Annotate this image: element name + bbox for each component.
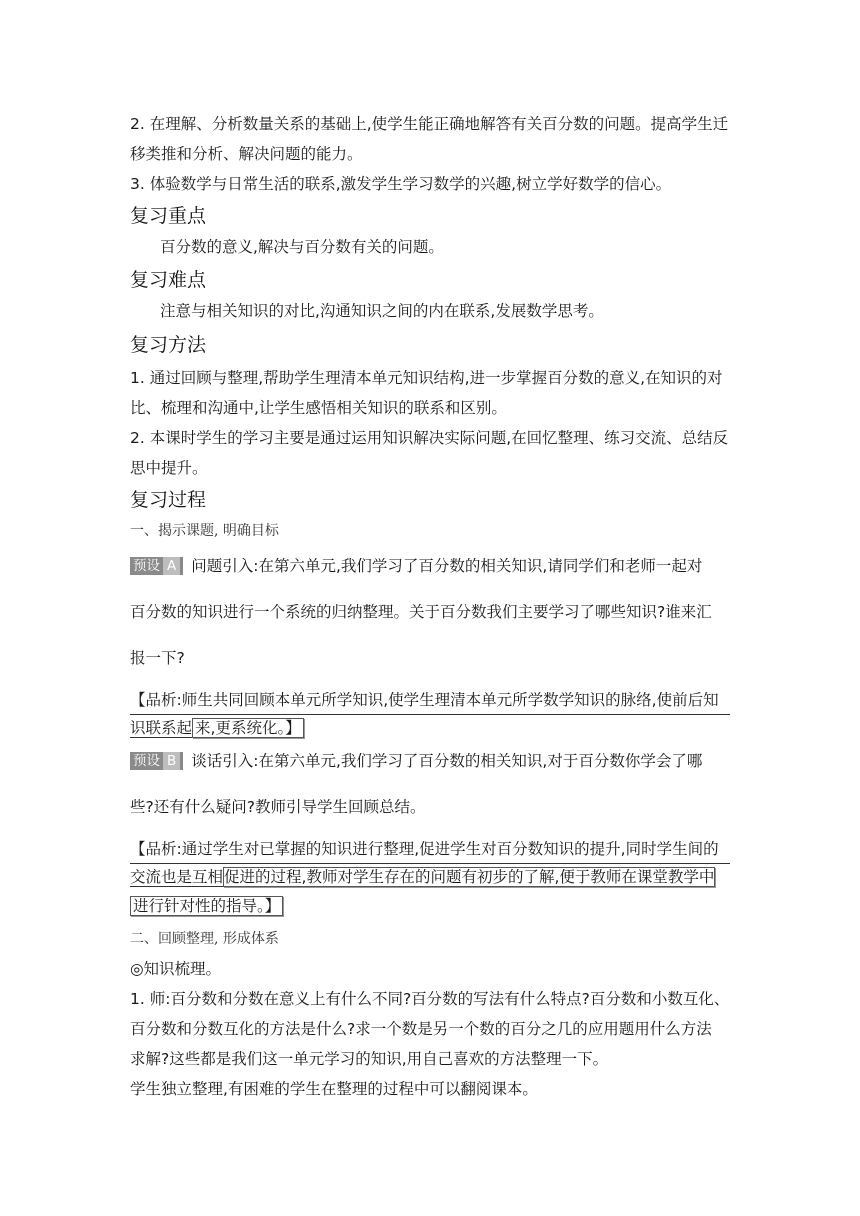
analysis-b-boxed-text: 促进的过程,教师对学生存在的问题有初步的了解,便于教师在课堂教学中	[224, 868, 715, 886]
analysis-b-line-1: 【品析:通过学生对已掌握的知识进行整理,促进学生对百分数知识的提升,同时学生间的	[130, 835, 730, 864]
preset-a-badge	[130, 557, 183, 575]
key-points-text: 百分数的意义,解决与百分数有关的问题。	[160, 238, 444, 256]
difficulties-heading: 复习难点	[130, 269, 207, 291]
process-heading: 复习过程	[130, 489, 207, 511]
review-item-1-line-4: 学生独立整理,有困难的学生在整理的过程中可以翻阅课本。	[130, 1080, 538, 1098]
analysis-b-line-3	[130, 892, 730, 920]
preset-b-line-1	[130, 747, 730, 776]
analysis-a-line-2	[130, 714, 730, 742]
preset-b-badge	[130, 752, 183, 770]
objective-3: 3. 体验数学与日常生活的联系,激发学生学习数学的兴趣,树立学好数学的信心。	[130, 175, 672, 193]
objective-2-line-1: 2. 在理解、分析数量关系的基础上,使学生能正确地解答有关百分数的问题。提高学生迁	[130, 115, 729, 133]
method-1-line-1: 1. 通过回顾与整理,帮助学生理清本单元知识结构,进一步掌握百分数的意义,在知识的对	[130, 369, 723, 387]
method-2-line-2: 思中提升。	[130, 459, 208, 477]
preset-b-text: 谈话引入:在第六单元,我们学习了百分数的相关知识,对于百分数你学会了哪	[191, 752, 703, 770]
methods-heading: 复习方法	[130, 334, 207, 356]
section-1-title: 一、揭示课题, 明确目标	[130, 523, 279, 539]
analysis-b-line-2-start: 交流也是互相	[130, 868, 224, 886]
preset-a-badge-letter: A	[163, 557, 180, 575]
analysis-a-boxed-text: 来,更系统化。】	[192, 718, 304, 738]
key-points-heading: 复习重点	[130, 205, 207, 227]
preset-a-line-2: 百分数的知识进行一个系统的归纳整理。关于百分数我们主要学习了哪些知识?谁来汇	[130, 603, 712, 621]
analysis-a-line-1: 【品析:师生共同回顾本单元所学知识,使学生理清本单元所学数学知识的脉络,使前后知	[130, 686, 730, 715]
preset-a-line-3: 报一下?	[130, 649, 185, 667]
preset-a-text: 问题引入:在第六单元,我们学习了百分数的相关知识,请同学们和老师一起对	[191, 557, 703, 575]
objective-2-line-2: 移类推和分析、解决问题的能力。	[130, 145, 363, 163]
method-2-line-1: 2. 本课时学生的学习主要是通过运用知识解决实际问题,在回忆整理、练习交流、总结反	[130, 429, 729, 447]
analysis-a-line-2-start: 识联系起	[130, 719, 193, 737]
preset-b-line-2: 些?还有什么疑问?教师引导学生回顾总结。	[130, 798, 426, 816]
review-item-1-line-1: 1. 师:百分数和分数在意义上有什么不同?百分数的写法有什么特点?百分数和小数互化、	[130, 990, 730, 1008]
preset-b-badge-label: 预设	[133, 753, 160, 769]
analysis-b-boxed-end: 进行针对性的指导。】	[130, 896, 283, 916]
preset-a-line-1	[130, 552, 730, 581]
method-1-line-2: 比、梳理和沟通中,让学生感悟相关知识的联系和区别。	[130, 399, 507, 417]
section-2-title: 二、回顾整理, 形成体系	[130, 931, 279, 947]
preset-b-badge-letter: B	[163, 752, 180, 770]
difficulties-text: 注意与相关知识的对比,沟通知识之间的内在联系,发展数学思考。	[160, 302, 604, 320]
review-item-1-line-2: 百分数和分数互化的方法是什么?求一个数是另一个数的百分之几的应用题用什么方法	[130, 1020, 712, 1038]
review-item-1-line-3: 求解?这些都是我们这一单元学习的知识,用自己喜欢的方法整理一下。	[130, 1050, 609, 1068]
knowledge-title: ◎知识梳理。	[130, 960, 222, 978]
preset-a-badge-label: 预设	[133, 558, 160, 574]
analysis-b-line-2	[130, 863, 730, 891]
